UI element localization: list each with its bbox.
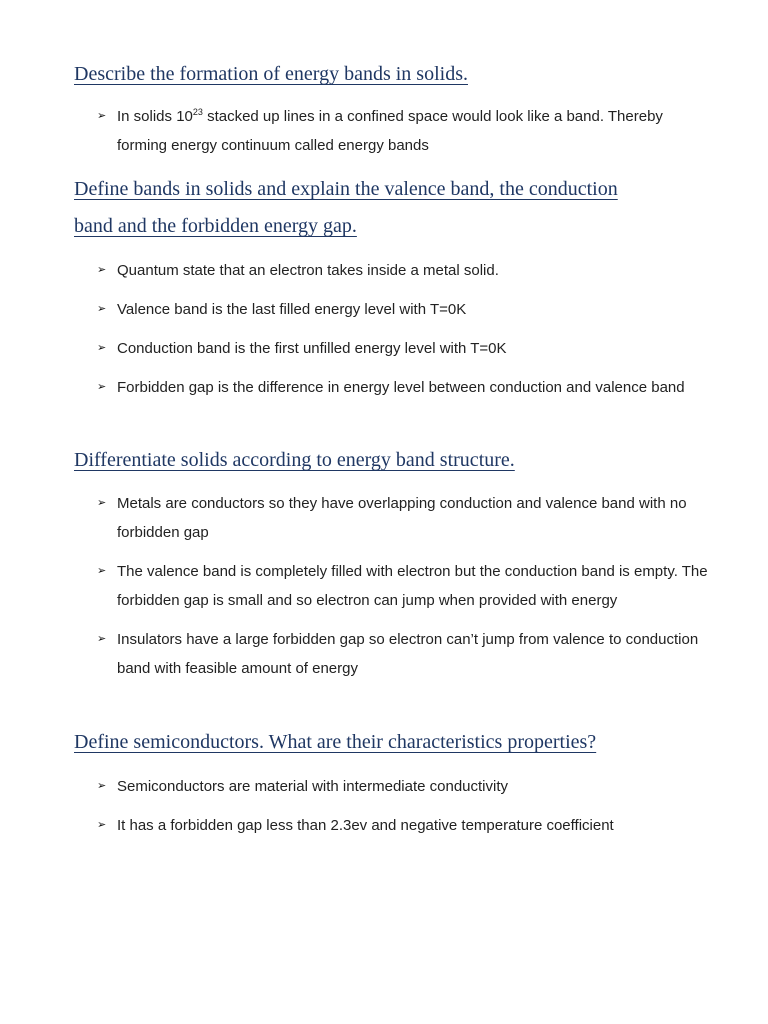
bullet-text-suffix: stacked up lines in a confined space would look like a band. Thereby forming energy continuum called energy bands [117,108,663,154]
list-item [97,334,717,363]
list-item [97,772,717,801]
bullet-text: Valence band is the last filled energy level with T=0K [117,301,467,318]
bullet-text: Metals are conductors so they have overlapping conduction and valence band with no forbidden gap [117,495,687,541]
arrow-bullet-icon: ➢ [97,633,107,645]
heading-semiconductors: Define semiconductors. What are their characteristics properties? [74,731,597,753]
list-item [97,557,717,615]
list-item [97,625,717,683]
arrow-bullet-icon: ➢ [97,780,107,792]
arrow-bullet-icon: ➢ [97,497,107,509]
bullet-text: Conduction band is the first unfilled energy level with T=0K [117,340,507,357]
heading-bands-in-solids-line-2: band and the forbidden energy gap. [74,215,357,237]
bullet-text: Quantum state that an electron takes inside a metal solid. [117,262,499,279]
arrow-bullet-icon: ➢ [97,819,107,831]
bullet-text: Forbidden gap is the difference in energy level between conduction and valence band [117,379,685,396]
bullet-list-semiconductors [97,772,717,850]
arrow-bullet-icon: ➢ [97,110,107,122]
list-item [97,811,717,840]
heading-differentiate-solids: Differentiate solids according to energy band structure. [74,449,515,471]
heading-bands-in-solids-line-1: Define bands in solids and explain the valence band, the conduction [74,178,618,200]
bullet-text: Insulators have a large forbidden gap so electron can’t jump from valence to conduction band with feasible amount of energy [117,631,699,677]
list-item [97,373,717,402]
arrow-bullet-icon: ➢ [97,342,107,354]
bullet-text: It has a forbidden gap less than 2.3ev and negative temperature coefficient [117,817,614,834]
bullet-list-energy-band-formation [97,102,717,170]
bullet-text: Semiconductors are material with intermediate conductivity [117,778,509,795]
arrow-bullet-icon: ➢ [97,381,107,393]
list-item [97,489,717,547]
bullet-list-bands-in-solids [97,256,717,412]
arrow-bullet-icon: ➢ [97,264,107,276]
bullet-text-exponent: 23 [192,107,203,117]
heading-energy-band-formation: Describe the formation of energy bands in solids. [74,63,468,85]
list-item [97,295,717,324]
list-item [97,102,717,160]
arrow-bullet-icon: ➢ [97,565,107,577]
arrow-bullet-icon: ➢ [97,303,107,315]
list-item [97,256,717,285]
bullet-text: The valence band is completely filled with electron but the conduction band is empty. The forbidden gap is small and so electron can jump when provided with energy [117,563,708,609]
bullet-text-prefix: In solids 10 [117,108,193,125]
bullet-list-differentiate-solids [97,489,717,693]
